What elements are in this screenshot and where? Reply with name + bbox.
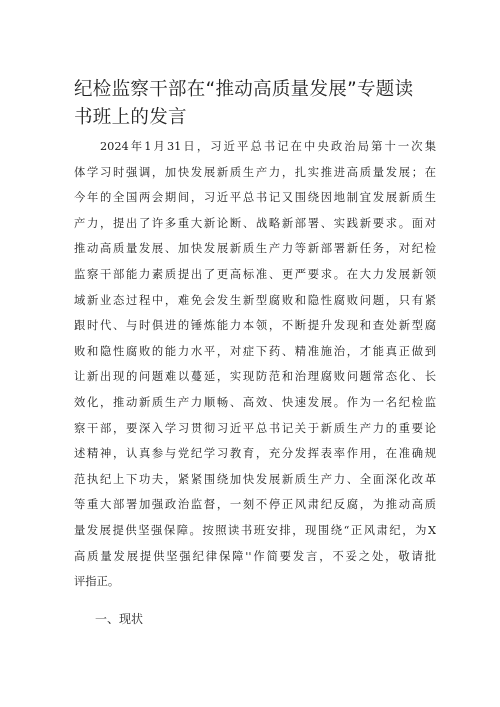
paragraph-line: 效化，推动新质生产力顺畅、高效、快速发展。作为一名纪检监 bbox=[74, 395, 436, 409]
paragraph-line: 产力，提出了许多重大新论断、战略新部署、实践新要求。面对 bbox=[74, 216, 436, 230]
paragraph-line: 今年的全国两会期间，习近平总书记又围绕因地制宜发展新质生 bbox=[74, 191, 436, 205]
section-heading: 一、现状 bbox=[95, 612, 144, 626]
title-line: 书班上的发言 bbox=[74, 107, 187, 128]
paragraph-line: 跟时代、与时俱进的锤炼能力本领，不断提升发现和查处新型腐 bbox=[74, 319, 436, 333]
paragraph-line: 推动高质量发展、加快发展新质生产力等新部署新任务，对纪检 bbox=[74, 242, 436, 256]
paragraph-line: 等重大部署加强政治监督，一刻不停正风肃纪反腐，为推动高质 bbox=[74, 498, 436, 512]
paragraph-line: 败和隐性腐败的能力水平，对症下药、精准施治，才能真正做到 bbox=[74, 344, 436, 358]
paragraph-line: 量发展提供坚强保障。按照读书班安排，现围绕“正风肃纪，为X bbox=[74, 523, 436, 537]
paragraph-line: 域新业态过程中，难免会发生新型腐败和隐性腐败问题，只有紧 bbox=[74, 293, 436, 307]
paragraph-line: 2024年1月31日，习近平总书记在中央政治局第十一次集 bbox=[100, 140, 436, 153]
paragraph-line: 范执纪上下功夫，紧紧围绕加快发展新质生产力、全面深化改革 bbox=[74, 472, 436, 486]
paragraph-line: 高质量发展提供坚强纪律保障''作简要发言，不妥之处，敬请批 bbox=[74, 549, 436, 563]
document-title bbox=[74, 76, 434, 132]
paragraph-line: 述精神，认真参与党纪学习教育，充分发挥表率作用，在准确规 bbox=[74, 447, 436, 461]
body-paragraph bbox=[74, 134, 436, 595]
paragraph-line: 让新出现的问题难以蔓延，实现防范和治理腐败问题常态化、长 bbox=[74, 370, 436, 384]
title-line: 纪检监察干部在“推动高质量发展”专题读 bbox=[74, 79, 414, 100]
paragraph-line: 评指正。 bbox=[74, 575, 120, 589]
paragraph-line: 察干部，要深入学习贯彻习近平总书记关于新质生产力的重要论 bbox=[74, 421, 436, 435]
paragraph-line: 监察干部能力素质提出了更高标准、更严要求。在大力发展新领 bbox=[74, 267, 436, 281]
paragraph-line: 体学习时强调，加快发展新质生产力，扎实推进高质量发展；在 bbox=[74, 165, 436, 179]
